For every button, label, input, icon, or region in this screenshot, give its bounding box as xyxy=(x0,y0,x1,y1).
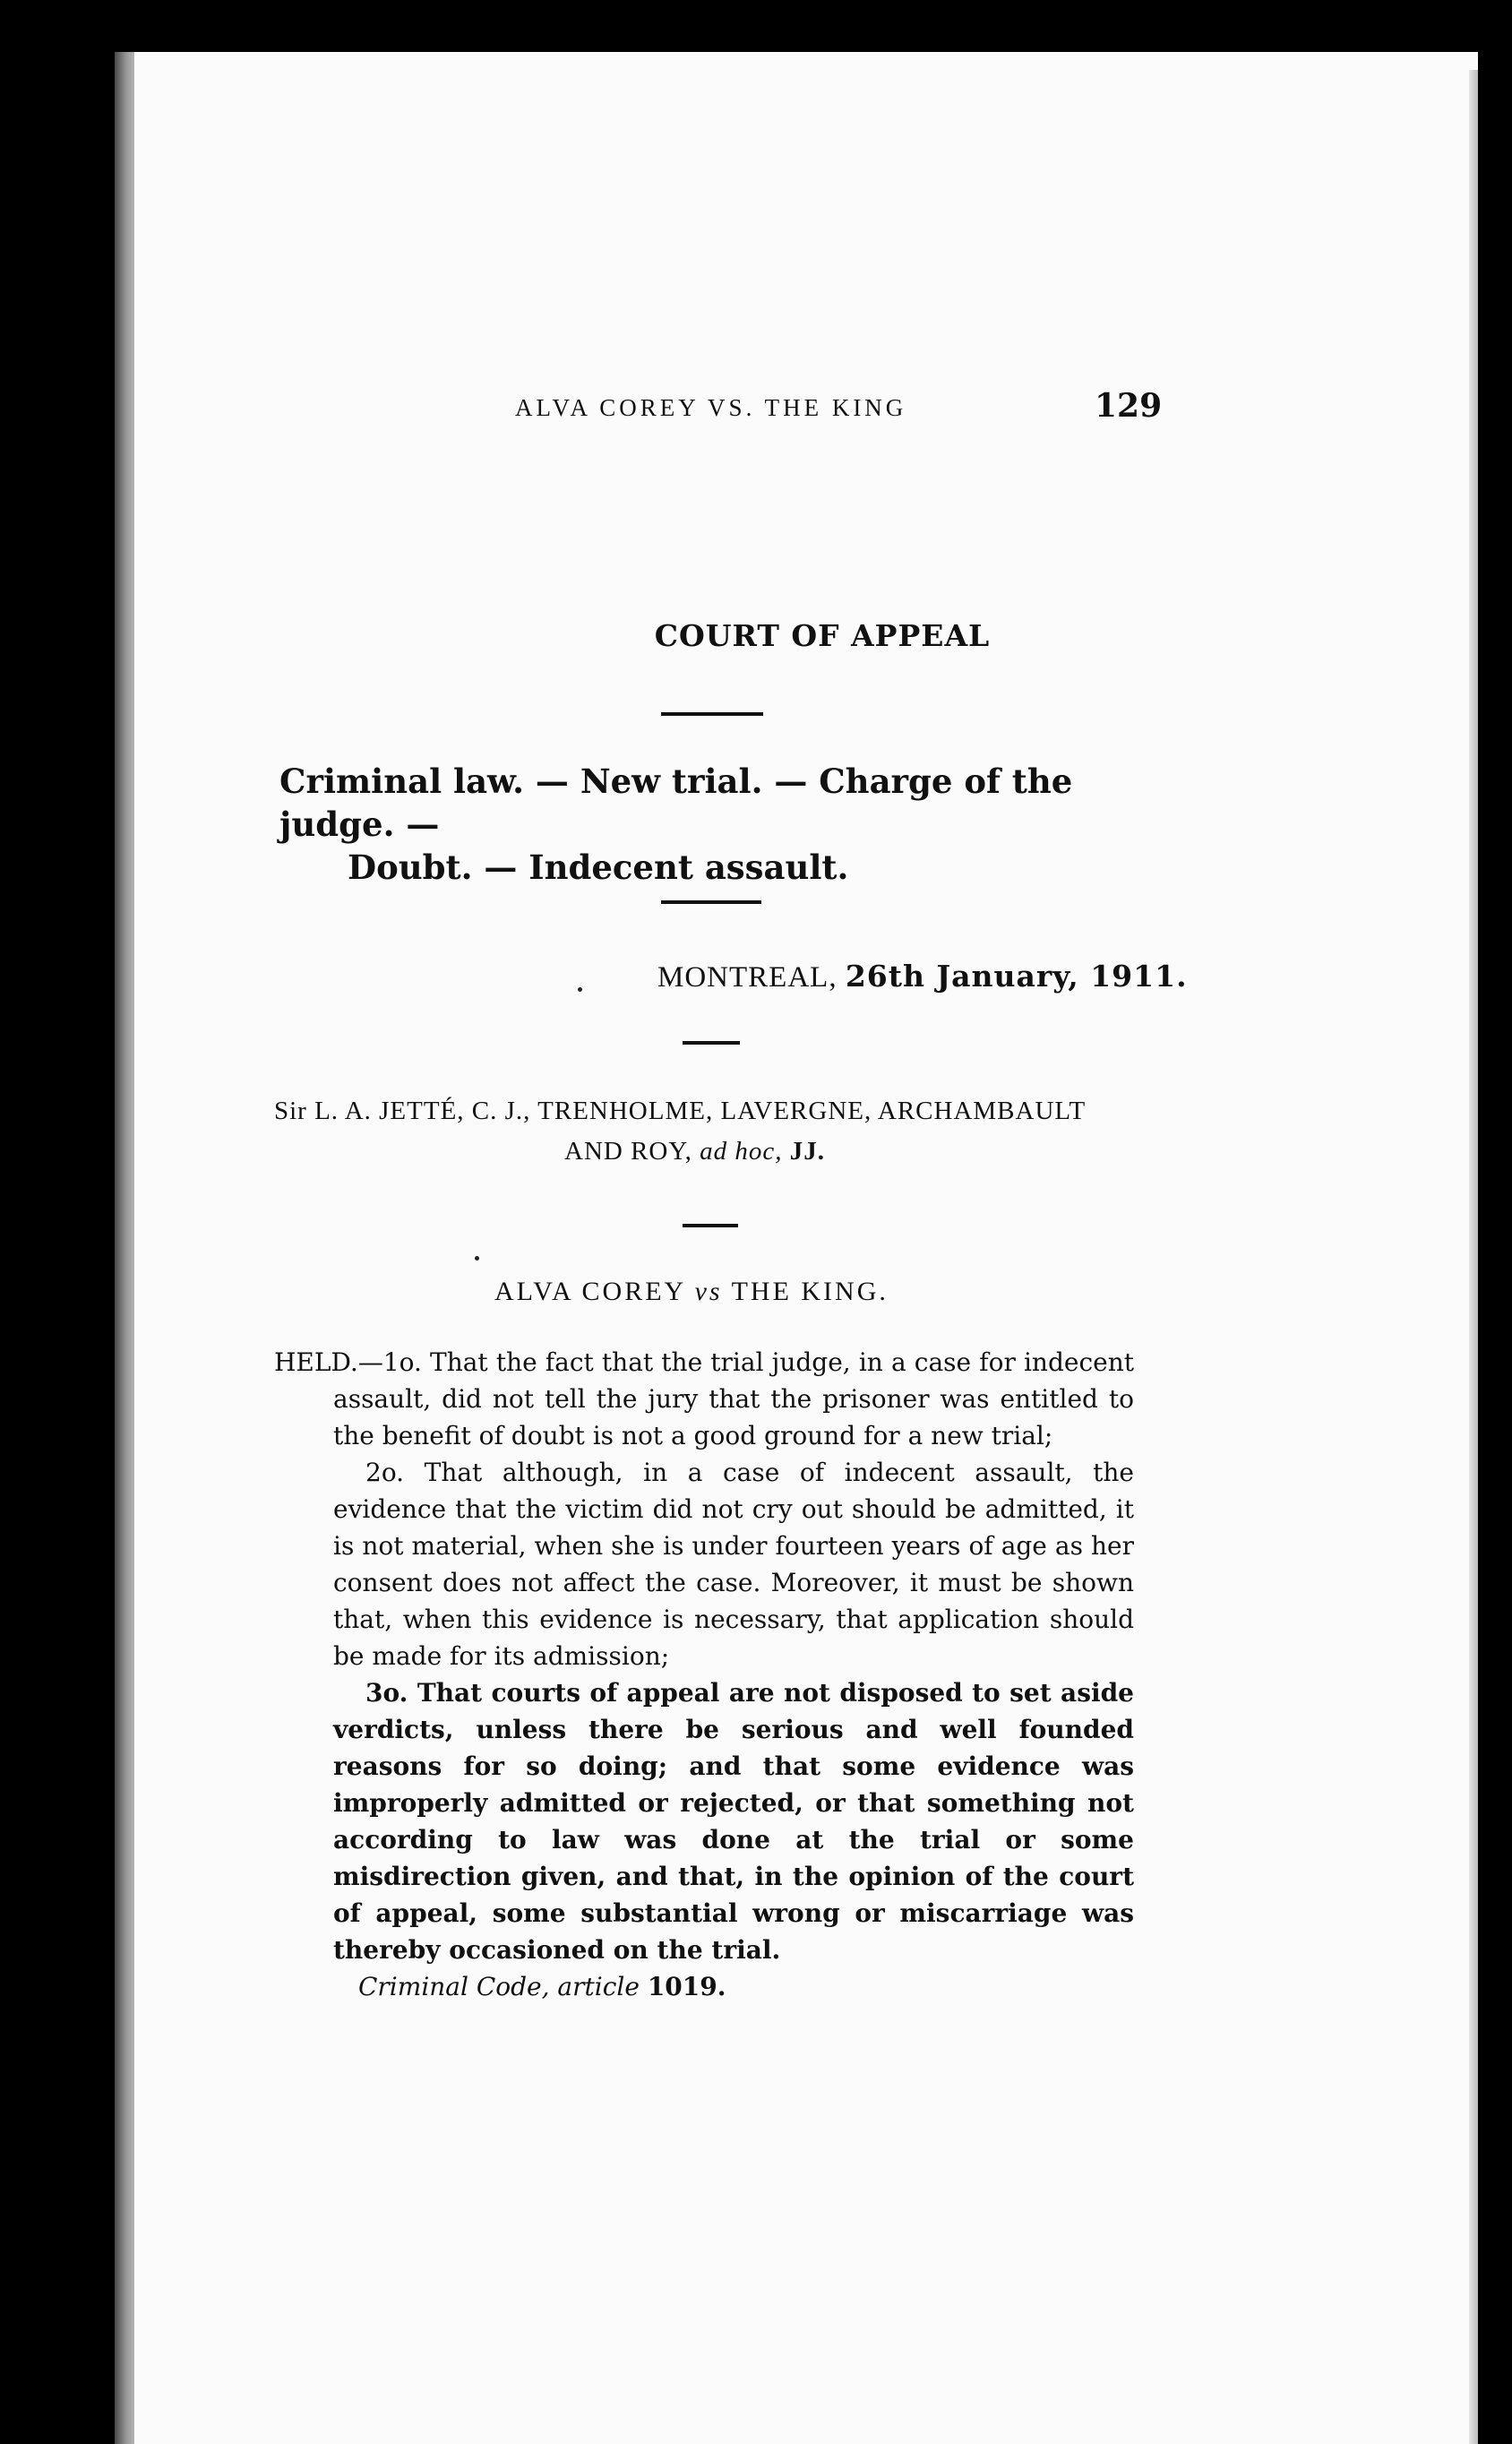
held-label: HELD. xyxy=(274,1347,358,1377)
divider-rule xyxy=(683,1041,740,1045)
date-line xyxy=(657,959,1188,994)
case-title xyxy=(494,1277,889,1307)
judges-line-2 xyxy=(274,1132,1086,1172)
divider-rule xyxy=(683,1224,738,1227)
case-vs: vs xyxy=(694,1277,723,1306)
running-head: ALVA COREY VS. THE KING xyxy=(515,394,907,421)
case-party-right: THE KING. xyxy=(731,1277,889,1306)
page-number: 129 xyxy=(1095,387,1163,425)
court-title: COURT OF APPEAL xyxy=(654,618,991,653)
ink-speck xyxy=(578,987,582,992)
ink-speck xyxy=(475,1256,479,1261)
citation-text: Criminal Code, article xyxy=(358,1972,640,2001)
subject-headnote xyxy=(279,760,1175,889)
citation-article-number: 1019. xyxy=(647,1972,726,2001)
date-place: MONTREAL, xyxy=(657,961,838,994)
held-paragraph-3: 3o. That courts of appeal are not disposed to set aside verdicts, unless there be serious and well founded reasons for so doing; and that some evidence was improperly admitted or rejected, or that something not according to law was done at the trial or some misdirection given, and that, in the opinion of the court of appeal, some substantial wrong or miscarriage was thereby occasioned on the trial. xyxy=(333,1678,1134,1965)
held-paragraph-2: 2o. That although, in a case of indecent assault, the evidence that the victim did not cry out should be admitted, it is not material, when she is under fourteen years of age as her consent does not affect the case. Moreover, it must be shown that, when this evidence is necessary, that application should be made for its admission; xyxy=(333,1458,1134,1671)
case-party-left: ALVA COREY xyxy=(494,1277,686,1306)
judges-list xyxy=(274,1091,1086,1172)
judges-jj: JJ. xyxy=(789,1137,825,1166)
judges-ad-hoc: ad hoc, xyxy=(700,1137,783,1166)
held-paragraph-1 xyxy=(274,1344,1134,1454)
judges-line-1: Sir L. A. JETTÉ, C. J., TRENHOLME, LAVERGNE, ARCHAMBAULT xyxy=(274,1097,1087,1125)
divider-rule xyxy=(661,900,761,904)
subject-line-1: Criminal law. — New trial. — Charge of the judge. — xyxy=(279,762,1073,844)
judges-and-roy: AND ROY, xyxy=(564,1137,692,1166)
held-point-1: —1o. That the fact that the trial judge, in a case for indecent assault, did not tell the jury that the prisoner was entitled to the benefit of doubt is not a good ground for a new trial; xyxy=(333,1347,1134,1450)
divider-rule xyxy=(661,712,763,716)
held-summary xyxy=(274,1344,1134,2005)
held-citation xyxy=(274,1968,1134,2005)
date-value: 26th January, 1911. xyxy=(845,959,1188,994)
subject-line-2: Doubt. — Indecent assault. xyxy=(348,848,849,887)
